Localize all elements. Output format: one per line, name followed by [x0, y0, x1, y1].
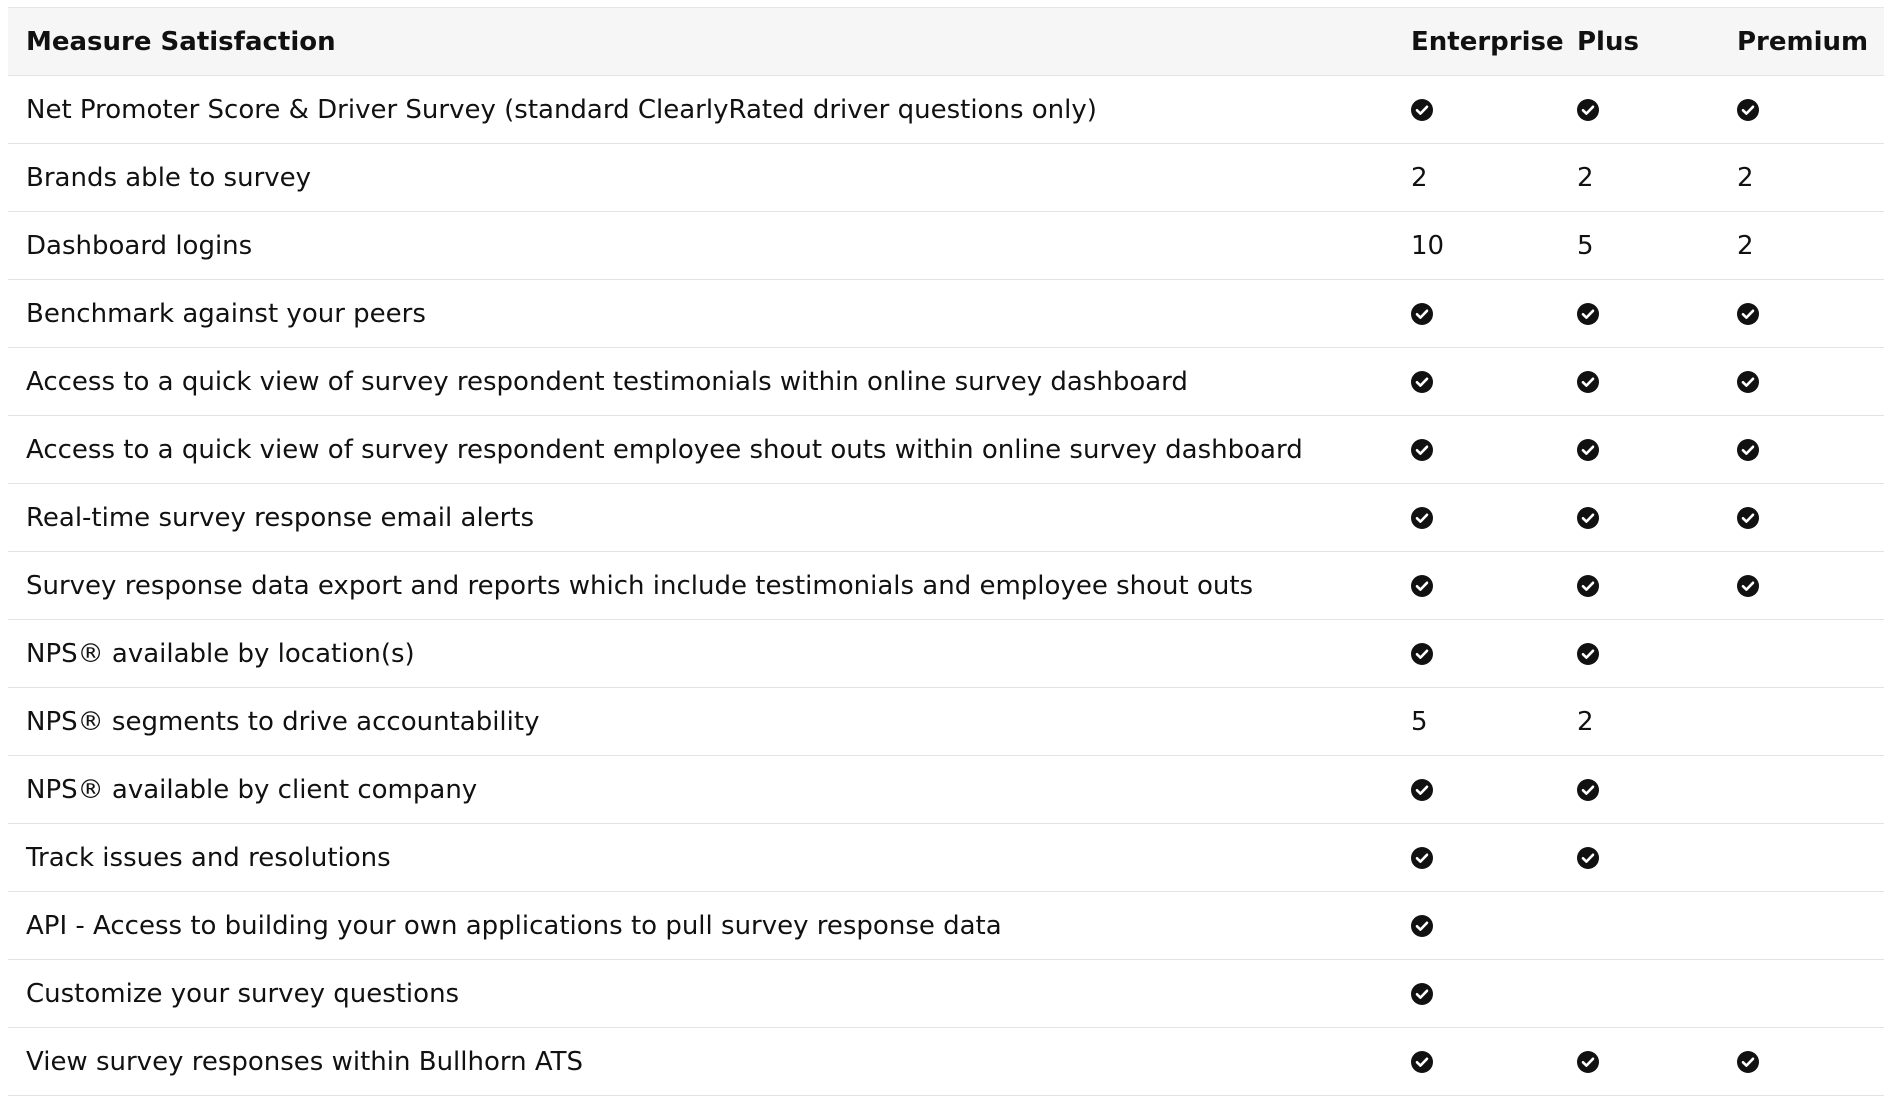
plan-cell-premium [1719, 824, 1884, 892]
plan-cell-enterprise [1393, 144, 1559, 212]
plan-cell-plus [1559, 960, 1719, 1028]
check-circle-icon [1411, 643, 1433, 665]
plan-cell-plus [1559, 1028, 1719, 1096]
check-circle-icon [1411, 99, 1433, 121]
check-circle-icon [1577, 643, 1599, 665]
feature-label: View survey responses within Bullhorn ATS [8, 1028, 1393, 1096]
plan-cell-enterprise [1393, 212, 1559, 280]
table-row [8, 280, 1884, 348]
plan-cell-plus [1559, 280, 1719, 348]
check-circle-icon [1737, 99, 1759, 121]
plan-value: 2 [1411, 162, 1428, 193]
plan-cell-enterprise [1393, 688, 1559, 756]
table-header-row [8, 8, 1884, 76]
check-circle-icon [1411, 507, 1433, 529]
check-circle-icon [1577, 439, 1599, 461]
plan-cell-premium [1719, 1028, 1884, 1096]
check-circle-icon [1737, 439, 1759, 461]
plan-cell-enterprise [1393, 280, 1559, 348]
table-row [8, 348, 1884, 416]
feature-label: Survey response data export and reports which include testimonials and employee shout outs [8, 552, 1393, 620]
plan-cell-premium [1719, 756, 1884, 824]
table-row [8, 756, 1884, 824]
feature-label: Benchmark against your peers [8, 280, 1393, 348]
feature-label: Track issues and resolutions [8, 824, 1393, 892]
check-circle-icon [1577, 575, 1599, 597]
plan-cell-plus [1559, 76, 1719, 144]
table-row [8, 892, 1884, 960]
plan-cell-plus [1559, 144, 1719, 212]
feature-label: API - Access to building your own applications to pull survey response data [8, 892, 1393, 960]
plan-cell-premium [1719, 280, 1884, 348]
plan-cell-enterprise [1393, 620, 1559, 688]
check-circle-icon [1411, 575, 1433, 597]
plan-cell-plus [1559, 212, 1719, 280]
comparison-table-container [8, 7, 1884, 1096]
plan-value: 5 [1411, 706, 1428, 737]
feature-label: Real-time survey response email alerts [8, 484, 1393, 552]
table-row [8, 144, 1884, 212]
check-circle-icon [1411, 983, 1433, 1005]
plan-value: 2 [1737, 162, 1754, 193]
plan-cell-plus [1559, 756, 1719, 824]
check-circle-icon [1577, 303, 1599, 325]
header-plan-enterprise: Enterprise [1393, 8, 1559, 76]
plan-value: 2 [1577, 162, 1594, 193]
plan-cell-premium [1719, 688, 1884, 756]
plan-cell-enterprise [1393, 892, 1559, 960]
check-circle-icon [1411, 915, 1433, 937]
plan-cell-premium [1719, 892, 1884, 960]
plan-cell-enterprise [1393, 1028, 1559, 1096]
table-row [8, 484, 1884, 552]
check-circle-icon [1577, 779, 1599, 801]
plan-cell-plus [1559, 416, 1719, 484]
plan-cell-premium [1719, 144, 1884, 212]
plan-cell-premium [1719, 348, 1884, 416]
feature-label: Dashboard logins [8, 212, 1393, 280]
plan-cell-enterprise [1393, 756, 1559, 824]
plan-cell-enterprise [1393, 416, 1559, 484]
feature-label: NPS® available by client company [8, 756, 1393, 824]
plan-value: 10 [1411, 230, 1445, 261]
plan-cell-premium [1719, 960, 1884, 1028]
table-row [8, 960, 1884, 1028]
table-row [8, 620, 1884, 688]
feature-label: NPS® segments to drive accountability [8, 688, 1393, 756]
feature-label: NPS® available by location(s) [8, 620, 1393, 688]
table-row [8, 1028, 1884, 1096]
plan-cell-premium [1719, 416, 1884, 484]
plan-cell-plus [1559, 892, 1719, 960]
plan-cell-enterprise [1393, 960, 1559, 1028]
check-circle-icon [1577, 1051, 1599, 1073]
feature-label: Access to a quick view of survey respondent testimonials within online survey dashboard [8, 348, 1393, 416]
feature-label: Net Promoter Score & Driver Survey (standard ClearlyRated driver questions only) [8, 76, 1393, 144]
check-circle-icon [1577, 507, 1599, 529]
check-circle-icon [1737, 1051, 1759, 1073]
plan-value: 5 [1577, 230, 1594, 261]
check-circle-icon [1411, 439, 1433, 461]
plan-cell-enterprise [1393, 348, 1559, 416]
plan-cell-plus [1559, 688, 1719, 756]
plan-cell-premium [1719, 484, 1884, 552]
table-row [8, 824, 1884, 892]
plan-value: 2 [1737, 230, 1754, 261]
table-row [8, 416, 1884, 484]
check-circle-icon [1737, 507, 1759, 529]
plan-cell-enterprise [1393, 76, 1559, 144]
check-circle-icon [1577, 847, 1599, 869]
plan-cell-enterprise [1393, 824, 1559, 892]
table-body [8, 76, 1884, 1096]
feature-label: Access to a quick view of survey respondent employee shout outs within online survey dashboard [8, 416, 1393, 484]
feature-label: Brands able to survey [8, 144, 1393, 212]
plan-comparison-table [8, 7, 1884, 1096]
plan-cell-plus [1559, 552, 1719, 620]
feature-label: Customize your survey questions [8, 960, 1393, 1028]
plan-value: 2 [1577, 706, 1594, 737]
check-circle-icon [1411, 371, 1433, 393]
check-circle-icon [1737, 371, 1759, 393]
check-circle-icon [1411, 847, 1433, 869]
check-circle-icon [1577, 371, 1599, 393]
header-plan-premium: Premium [1719, 8, 1884, 76]
table-row [8, 552, 1884, 620]
plan-cell-enterprise [1393, 552, 1559, 620]
plan-cell-plus [1559, 620, 1719, 688]
check-circle-icon [1411, 1051, 1433, 1073]
check-circle-icon [1737, 303, 1759, 325]
plan-cell-premium [1719, 552, 1884, 620]
plan-cell-plus [1559, 348, 1719, 416]
check-circle-icon [1737, 575, 1759, 597]
plan-cell-plus [1559, 824, 1719, 892]
plan-cell-enterprise [1393, 484, 1559, 552]
plan-cell-plus [1559, 484, 1719, 552]
table-row [8, 688, 1884, 756]
plan-cell-premium [1719, 620, 1884, 688]
check-circle-icon [1577, 99, 1599, 121]
table-row [8, 76, 1884, 144]
plan-cell-premium [1719, 212, 1884, 280]
header-measure-satisfaction: Measure Satisfaction [8, 8, 1393, 76]
plan-cell-premium [1719, 76, 1884, 144]
table-row [8, 212, 1884, 280]
header-plan-plus: Plus [1559, 8, 1719, 76]
check-circle-icon [1411, 779, 1433, 801]
check-circle-icon [1411, 303, 1433, 325]
